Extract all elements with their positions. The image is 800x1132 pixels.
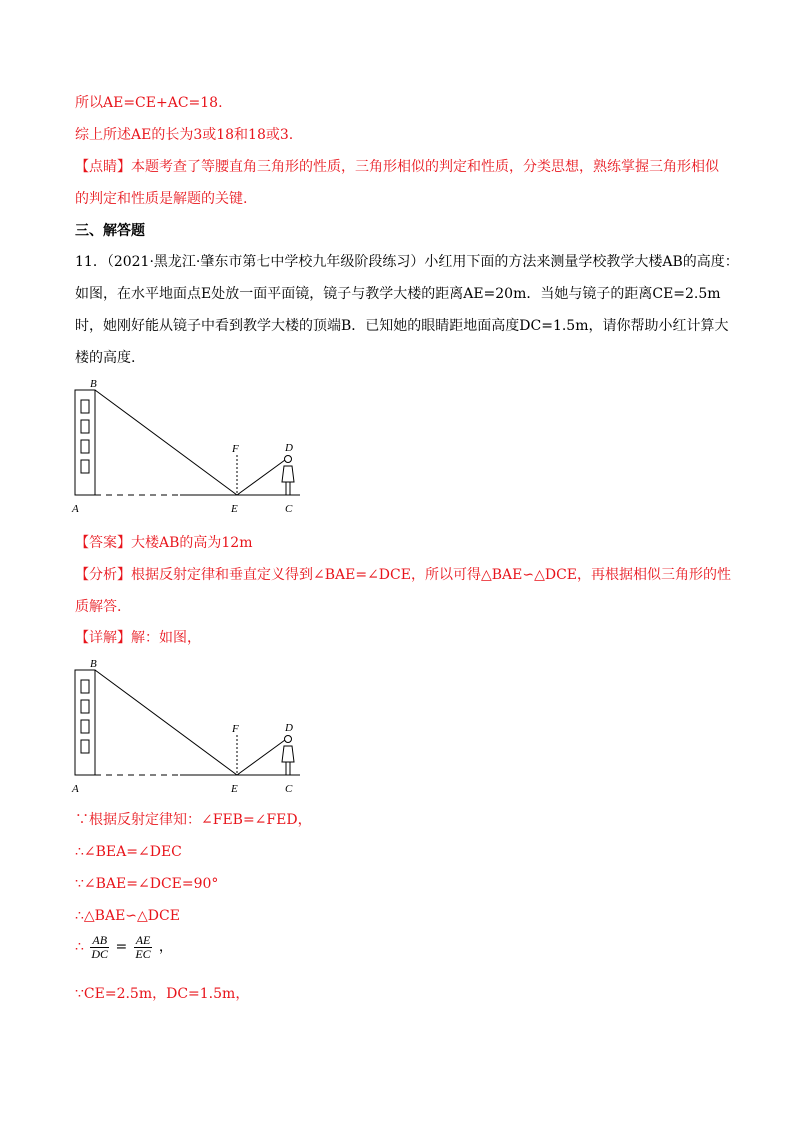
label-C: C xyxy=(285,503,293,515)
geometry-figure-2 xyxy=(60,655,320,805)
question-text: 时，她刚好能从镜子中看到教学大楼的顶端B．已知她的眼睛距地面高度DC=1.5m，请你帮助小红计算大 xyxy=(75,318,729,334)
section-heading: 三、解答题 xyxy=(75,223,145,239)
equals-sign: = xyxy=(115,939,128,955)
fraction: $\frac{AE}{EC}$ xyxy=(135,932,151,961)
solution-step-fraction: ∴ $\frac{AB}{DC}$ = $\frac{AE}{EC}$ ， xyxy=(75,932,173,961)
label-B: B xyxy=(90,658,97,670)
therefore-symbol: ∴ xyxy=(75,939,84,955)
question-text: 楼的高度. xyxy=(75,350,136,366)
text-line: 【点睛】本题考查了等腰直角三角形的性质，三角形相似的判定和性质，分类思想，熟练掌握三角形相似 xyxy=(75,159,719,175)
text-line: 的判定和性质是解题的关键. xyxy=(75,191,248,207)
geometry-figure-1 xyxy=(60,375,320,525)
analysis-text: 质解答. xyxy=(75,599,122,615)
label-A: A xyxy=(72,503,79,515)
answer-text: 【答案】大楼AB的高为12m xyxy=(75,535,253,551)
label-E: E xyxy=(231,503,238,515)
solution-step: ∵∠BAE=∠DCE=90° xyxy=(75,876,219,892)
building xyxy=(75,670,95,775)
question-text: 11．（2021·黑龙江·肇东市第七中学校九年级阶段练习）小红用下面的方法来测量学校教学大楼AB的高度： xyxy=(75,254,739,270)
label-B: B xyxy=(90,378,97,390)
label-D: D xyxy=(285,442,293,454)
label-D: D xyxy=(285,722,293,734)
label-E: E xyxy=(231,783,238,795)
label-A: A xyxy=(72,783,79,795)
question-text: 如图，在水平地面点E处放一面平面镜，镜子与教学大楼的距离AE=20m．当她与镜子的距离CE=2.5m xyxy=(75,286,721,302)
solution-step: ∵CE=2.5m，DC=1.5m， xyxy=(75,986,250,1002)
label-F: F xyxy=(232,443,239,455)
label-F: F xyxy=(232,723,239,735)
label-C: C xyxy=(285,783,293,795)
solution-step: ∵根据反射定律知：∠FEB=∠FED， xyxy=(75,812,312,828)
solution-step: ∴△BAE∽△DCE xyxy=(75,908,180,924)
fraction: $\frac{AB}{DC}$ xyxy=(91,932,109,961)
analysis-text: 【分析】根据反射定律和垂直定义得到∠BAE=∠DCE，所以可得△BAE∽△DCE，再根据相似三角形的性 xyxy=(75,567,732,583)
solution-step: ∴∠BEA=∠DEC xyxy=(75,844,182,860)
text-line: 综上所述AE的长为3或18和18或3. xyxy=(75,127,294,143)
text-line: 所以AE=CE+AC=18. xyxy=(75,95,223,111)
building xyxy=(75,390,95,495)
detail-text: 【详解】解：如图， xyxy=(75,630,201,646)
